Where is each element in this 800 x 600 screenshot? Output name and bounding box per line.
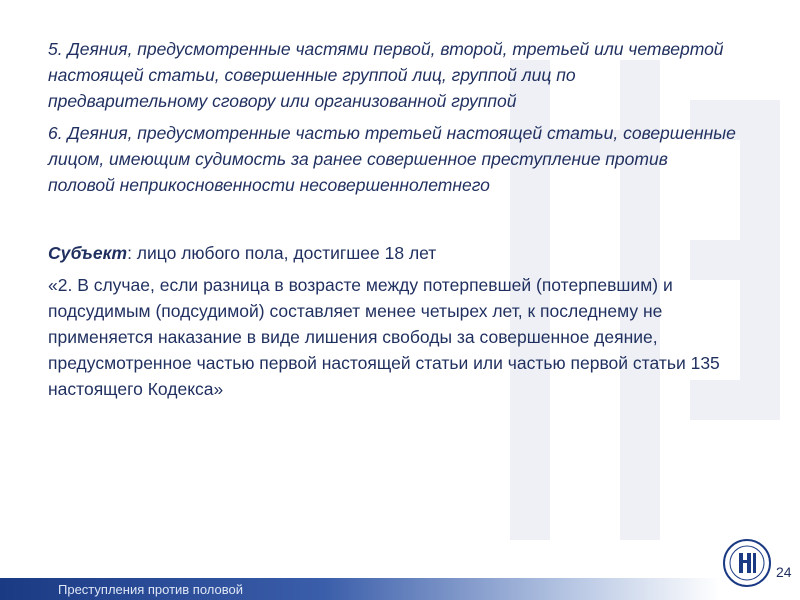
subject-label: Субъект xyxy=(48,243,128,263)
footer xyxy=(0,578,800,600)
note-text: «2. В случае, если разница в возрасте между потерпевшей (потерпевшим) и подсудимым (подсудимой) составляет менее четырех лет, к последнему не применяется наказание в виде лишения свободы за совершенное деяние, предусмотренное частью первой настоящей статьи или частью первой статьи 135 настоящего Кодекса» xyxy=(48,275,720,399)
item-5-text: 5. Деяния, предусмотренные частями первой, второй, третьей или четвертой настоящей статьи, совершенные группой лиц, группой лиц по предварительному сговору или организованной группой xyxy=(48,39,724,111)
page-number: 24 xyxy=(776,564,792,580)
subject-text: : лицо любого пола, достигшее 18 лет xyxy=(127,243,437,263)
footer-title: Преступления против половой xyxy=(58,582,243,597)
subject-line xyxy=(48,240,738,266)
hse-logo-icon xyxy=(722,538,772,588)
item-6-text: 6. Деяния, предусмотренные частью третьей настоящей статьи, совершенные лицом, имеющим судимость за ранее совершенное преступление против половой неприкосновенности несовершеннолетнего xyxy=(48,123,736,195)
slide-content xyxy=(48,36,738,408)
